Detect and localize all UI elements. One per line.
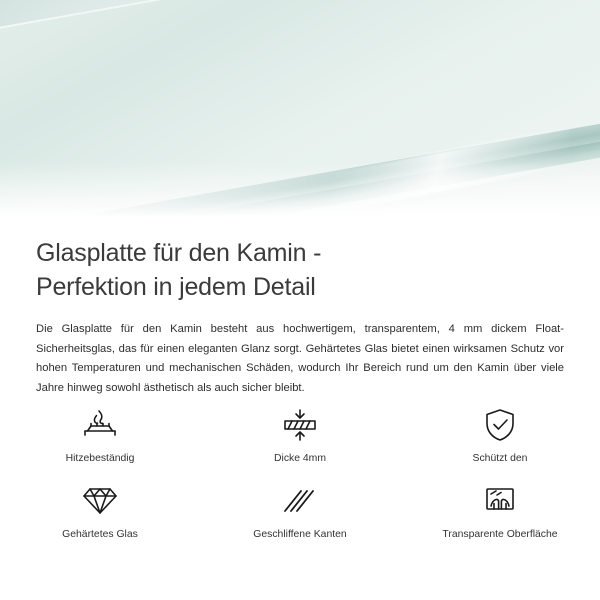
diamond-icon [77,480,123,522]
feature-label: Transparente Oberfläche [442,529,558,540]
hero-image [0,0,600,222]
feature-item-protection [400,404,600,466]
feature-item-heat-resistant [0,404,200,466]
cleaning-hands-icon [477,480,523,522]
polished-edges-icon [277,480,323,522]
feature-label: Gehärtetes Glas [62,529,138,540]
headline-line-1: Glasplatte für den Kamin - [36,239,322,267]
feature-label: Dicke 4mm [274,453,326,464]
feature-item-polished-edges [200,480,400,542]
feature-item-tempered-glass [0,480,200,542]
feature-grid [0,404,600,542]
feature-item-transparent-surface [400,480,600,542]
feature-label: Schützt den [472,453,528,464]
headline-line-2: Perfektion in jedem Detail [36,273,316,301]
flame-heat-resistant-icon [77,404,123,446]
feature-label: Hitzebeständig [65,453,135,464]
hero-bottom-fade [0,162,600,222]
article-content [0,222,600,398]
page-title [36,236,564,304]
thickness-arrows-icon [277,404,323,446]
feature-label: Geschliffene Kanten [253,529,347,540]
feature-item-thickness [200,404,400,466]
shield-check-icon [477,404,523,446]
body-paragraph: Die Glasplatte für den Kamin besteht aus hochwertigem, transparentem, 4 mm dickem Float-Sicherheitsglas, das für einen eleganten Glanz sorgt. Gehärtetes Glas bietet einen wirksamen Schutz vor hohen Temperaturen und mechanischen Schäden, wodurch Ihr Bereich rund um den Kamin über viele Jahre hinweg sowohl ästhetisch als auch sicher bleibt. [36,323,564,394]
